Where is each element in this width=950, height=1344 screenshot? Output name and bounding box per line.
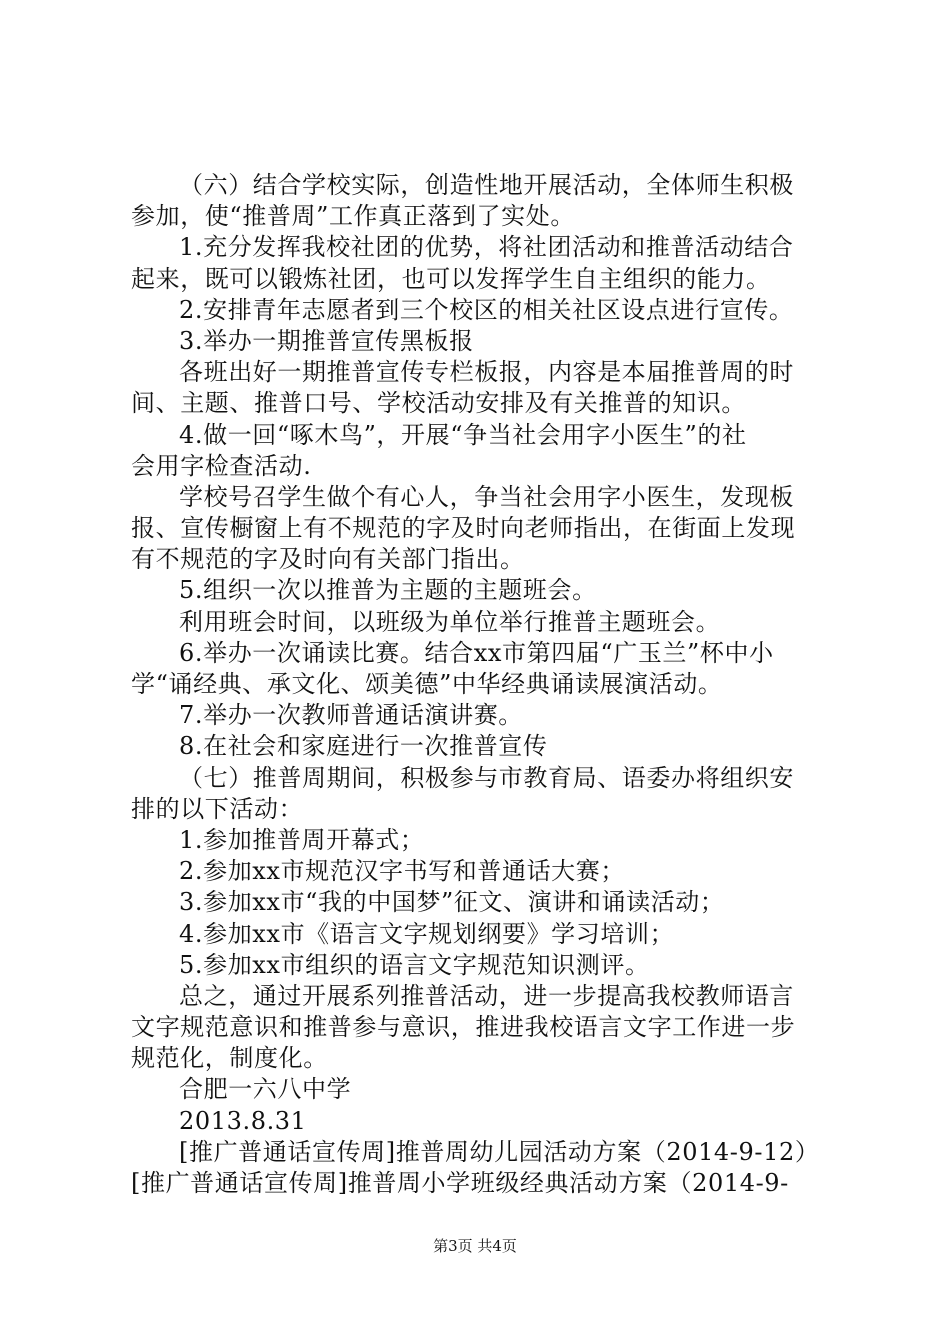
- paragraph-line: 间、主题、推普口号、学校活动安排及有关推普的知识。: [131, 389, 746, 418]
- paragraph-line: 6.举办一次诵读比赛。结合xx市第四届“广玉兰”杯中小: [179, 638, 774, 667]
- paragraph-line: 5.组织一次以推普为主题的主题班会。: [179, 576, 597, 605]
- paragraph-line: 3.参加xx市“我的中国梦”征文、演讲和诵读活动；: [179, 888, 725, 917]
- paragraph-line: 3.举办一期推普宣传黑板报: [179, 326, 474, 355]
- paragraph-line: 文字规范意识和推普参与意识，推进我校语言文字工作进一步: [131, 1013, 796, 1042]
- paragraph-line: 利用班会时间，以班级为单位举行推普主题班会。: [179, 607, 721, 636]
- paragraph-line: 5.参加xx市组织的语言文字规范知识测评。: [179, 950, 650, 979]
- paragraph-line: 2.安排青年志愿者到三个校区的相关社区设点进行宣传。: [179, 295, 794, 324]
- signature-date: 2013.8.31: [179, 1106, 307, 1135]
- paragraph-line: 起来，既可以锻炼社团，也可以发挥学生自主组织的能力。: [131, 264, 771, 293]
- paragraph-line: 7.举办一次教师普通话演讲赛。: [179, 701, 523, 730]
- paragraph-line: 4.做一回“啄木鸟”，开展“争当社会用字小医生”的社: [179, 420, 747, 449]
- paragraph-line: 8.在社会和家庭进行一次推普宣传: [179, 732, 548, 761]
- page-number-footer: 第3页 共4页: [433, 1237, 517, 1255]
- signature-organization: 合肥一六八中学: [179, 1075, 352, 1104]
- paragraph-line: 各班出好一期推普宣传专栏板报，内容是本届推普周的时: [179, 358, 794, 387]
- paragraph-line: 2.参加xx市规范汉字书写和普通话大赛；: [179, 857, 625, 886]
- paragraph-line: 1.充分发挥我校社团的优势，将社团活动和推普活动结合: [179, 233, 794, 262]
- document-body: [131, 170, 831, 1199]
- paragraph-line: 有不规范的字及时向有关部门指出。: [131, 545, 525, 574]
- paragraph-line: 参加，使“推普周”工作真正落到了实处。: [131, 202, 575, 231]
- paragraph-line: 4.参加xx市《语言文字规划纲要》学习培训；: [179, 919, 675, 948]
- paragraph-line: 规范化，制度化。: [131, 1044, 328, 1073]
- paragraph-line: 学“诵经典、承文化、颂美德”中华经典诵读展演活动。: [131, 670, 723, 698]
- related-link[interactable]: [推广普通话宣传周]推普周小学班级经典活动方案（2014-9-: [131, 1169, 789, 1197]
- related-link[interactable]: [推广普通话宣传周]推普周幼儿园活动方案（2014-9-12）: [179, 1137, 820, 1166]
- paragraph-line: 总之，通过开展系列推普活动，进一步提高我校教师语言: [179, 981, 794, 1010]
- paragraph-line: 排的以下活动：: [131, 794, 304, 823]
- paragraph-line: 学校号召学生做个有心人，争当社会用字小医生，发现板: [179, 482, 794, 511]
- paragraph-line: （六）结合学校实际，创造性地开展活动，全体师生积极: [179, 171, 794, 199]
- paragraph-line: （七）推普周期间，积极参与市教育局、语委办将组织安: [179, 763, 794, 792]
- paragraph-line: 1.参加推普周开幕式；: [179, 825, 425, 854]
- paragraph-line: 报、宣传橱窗上有不规范的字及时向老师指出，在街面上发现: [131, 514, 796, 543]
- paragraph-line: 会用字检查活动.: [131, 451, 312, 480]
